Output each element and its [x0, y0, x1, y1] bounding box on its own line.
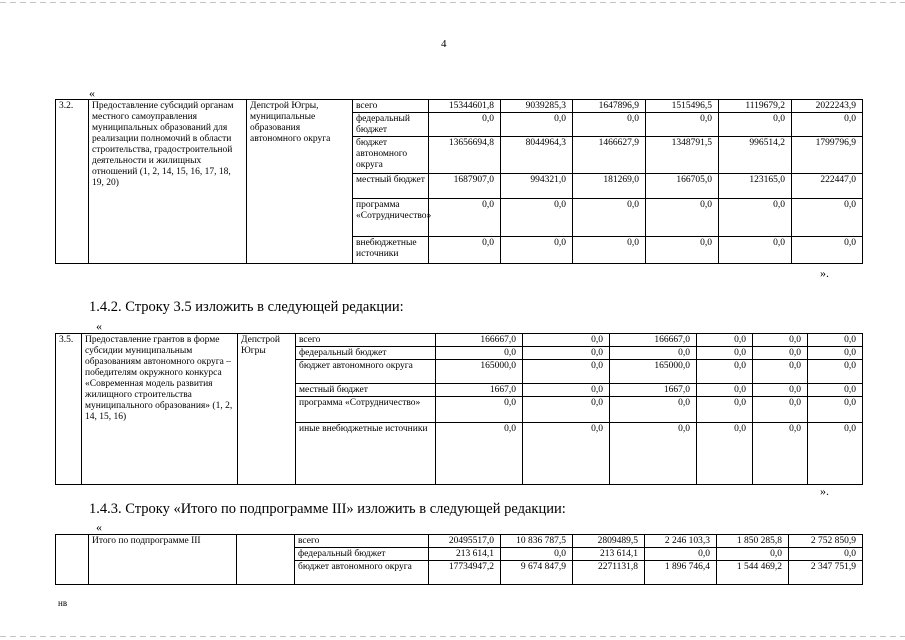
table-row — [56, 334, 863, 347]
funding-source-cell: всего — [296, 334, 436, 347]
row-number-cell: 3.2. — [56, 100, 89, 264]
value-cell: 0,0 — [429, 237, 501, 264]
value-cell: 1667,0 — [610, 384, 697, 397]
value-cell: 0,0 — [808, 423, 863, 485]
value-cell: 0,0 — [719, 199, 792, 237]
executor-cell: Депстрой Югры — [238, 334, 296, 485]
value-cell: 0,0 — [523, 423, 610, 485]
quote-open: « — [96, 520, 102, 534]
funding-source-cell: федеральный бюджет — [295, 548, 429, 561]
value-cell: 0,0 — [645, 548, 717, 561]
value-cell: 1687907,0 — [429, 174, 501, 199]
section-heading-1-4-2: 1.4.2. Строку 3.5 изложить в следующей редакции: — [89, 299, 404, 315]
value-cell: 181269,0 — [573, 174, 646, 199]
value-cell: 0,0 — [753, 384, 808, 397]
value-cell: 0,0 — [436, 397, 523, 423]
value-cell: 0,0 — [697, 360, 753, 384]
section-heading-1-4-3: 1.4.3. Строку «Итого по подпрограмме III» изложить в следующей редакции: — [89, 501, 566, 517]
funding-source-cell: иные внебюджетные источники — [296, 423, 436, 485]
value-cell: 0,0 — [523, 397, 610, 423]
value-cell: 0,0 — [523, 360, 610, 384]
value-cell: 1 544 469,2 — [717, 561, 789, 585]
value-cell: 2 347 751,9 — [789, 561, 863, 585]
table-row — [56, 100, 863, 113]
value-cell: 165000,0 — [436, 360, 523, 384]
value-cell: 0,0 — [573, 199, 646, 237]
value-cell: 1515496,5 — [646, 100, 719, 113]
value-cell: 222447,0 — [792, 174, 863, 199]
value-cell: 13656694,8 — [429, 137, 501, 174]
table-row-3-5 — [55, 333, 863, 485]
value-cell: 10 836 787,5 — [501, 535, 573, 548]
value-cell: 213 614,1 — [573, 548, 645, 561]
funding-source-cell: всего — [295, 535, 429, 548]
value-cell: 1 850 285,8 — [717, 535, 789, 548]
value-cell: 166705,0 — [646, 174, 719, 199]
value-cell: 1 896 746,4 — [645, 561, 717, 585]
value-cell: 0,0 — [429, 199, 501, 237]
value-cell: 996514,2 — [719, 137, 792, 174]
value-cell: 0,0 — [753, 423, 808, 485]
value-cell: 2809489,5 — [573, 535, 645, 548]
value-cell: 0,0 — [753, 397, 808, 423]
value-cell: 0,0 — [808, 360, 863, 384]
value-cell: 0,0 — [753, 347, 808, 360]
row-number-cell: 3.5. — [56, 334, 82, 485]
value-cell: 0,0 — [501, 199, 573, 237]
funding-source-cell: всего — [353, 100, 429, 113]
funding-source-cell: местный бюджет — [296, 384, 436, 397]
measure-name-cell: Предоставление грантов в форме субсидии муниципальным образованиям автономного округа – победителям окружного конкурса «Современная модель развития жилищного строительства муниципального образования» (1, 2, 14, 15, 16) — [82, 334, 238, 485]
table-row — [56, 535, 863, 548]
value-cell: 0,0 — [436, 423, 523, 485]
value-cell: 0,0 — [792, 199, 863, 237]
value-cell: 0,0 — [610, 347, 697, 360]
quote-open: « — [89, 86, 95, 100]
value-cell: 0,0 — [501, 237, 573, 264]
value-cell: 0,0 — [646, 113, 719, 137]
page-number: 4 — [441, 38, 447, 50]
value-cell: 17734947,2 — [429, 561, 501, 585]
value-cell: 165000,0 — [610, 360, 697, 384]
value-cell: 0,0 — [697, 384, 753, 397]
value-cell: 0,0 — [697, 397, 753, 423]
value-cell: 0,0 — [697, 347, 753, 360]
value-cell: 0,0 — [717, 548, 789, 561]
funding-source-cell: федеральный бюджет — [296, 347, 436, 360]
funding-source-cell: программа «Сотрудничество» — [296, 397, 436, 423]
value-cell: 0,0 — [808, 334, 863, 347]
value-cell: 166667,0 — [436, 334, 523, 347]
value-cell: 0,0 — [610, 423, 697, 485]
value-cell: 123165,0 — [719, 174, 792, 199]
value-cell: 1799796,9 — [792, 137, 863, 174]
row-number-cell — [56, 535, 89, 585]
funding-source-cell: федеральный бюджет — [353, 113, 429, 137]
funding-source-cell: бюджет автономного округа — [353, 137, 429, 174]
footer-mark: нв — [58, 598, 68, 608]
value-cell: 2 752 850,9 — [789, 535, 863, 548]
value-cell: 0,0 — [753, 360, 808, 384]
quote-close: ». — [820, 266, 829, 280]
funding-source-cell: внебюджетные источники — [353, 237, 429, 264]
value-cell: 9039285,3 — [501, 100, 573, 113]
value-cell: 0,0 — [792, 237, 863, 264]
value-cell: 15344601,8 — [429, 100, 501, 113]
table-row-3-2 — [55, 99, 863, 264]
value-cell: 8044964,3 — [501, 137, 573, 174]
value-cell: 0,0 — [719, 113, 792, 137]
executor-cell — [237, 535, 295, 585]
quote-open: « — [96, 319, 102, 333]
value-cell: 0,0 — [808, 384, 863, 397]
value-cell: 0,0 — [523, 334, 610, 347]
quote-close: ». — [820, 484, 829, 498]
value-cell: 0,0 — [719, 237, 792, 264]
value-cell: 2 246 103,3 — [645, 535, 717, 548]
table-total-subprogram-3 — [55, 534, 863, 585]
value-cell: 9 674 847,9 — [501, 561, 573, 585]
value-cell: 0,0 — [436, 347, 523, 360]
value-cell: 0,0 — [573, 237, 646, 264]
value-cell: 0,0 — [808, 347, 863, 360]
value-cell: 1466627,9 — [573, 137, 646, 174]
value-cell: 0,0 — [501, 113, 573, 137]
value-cell: 0,0 — [697, 423, 753, 485]
funding-source-cell: программа «Сотрудничество» — [353, 199, 429, 237]
value-cell: 1119679,2 — [719, 100, 792, 113]
value-cell: 994321,0 — [501, 174, 573, 199]
value-cell: 0,0 — [610, 397, 697, 423]
funding-source-cell: бюджет автономного округа — [295, 561, 429, 585]
funding-source-cell: местный бюджет — [353, 174, 429, 199]
value-cell: 0,0 — [429, 113, 501, 137]
value-cell: 2271131,8 — [573, 561, 645, 585]
value-cell: 2022243,9 — [792, 100, 863, 113]
value-cell: 166667,0 — [610, 334, 697, 347]
value-cell: 20495517,0 — [429, 535, 501, 548]
value-cell: 0,0 — [792, 113, 863, 137]
value-cell: 0,0 — [501, 548, 573, 561]
value-cell: 0,0 — [808, 397, 863, 423]
funding-source-cell: бюджет автономного округа — [296, 360, 436, 384]
value-cell: 1647896,9 — [573, 100, 646, 113]
measure-name-cell: Итого по подпрограмме III — [89, 535, 237, 585]
value-cell: 0,0 — [697, 334, 753, 347]
executor-cell: Депстрой Югры, муниципальные образования автономного округа — [247, 100, 353, 264]
value-cell: 0,0 — [523, 384, 610, 397]
value-cell: 0,0 — [789, 548, 863, 561]
measure-name-cell: Предоставление субсидий органам местного самоуправления муниципальных образований для реализации полномочий в области строительства, градостроительной деятельности и жилищных отношений (1, 2, 14, 15, 16, 17, 18, 19, 20) — [89, 100, 247, 264]
value-cell: 1667,0 — [436, 384, 523, 397]
value-cell: 0,0 — [753, 334, 808, 347]
value-cell: 0,0 — [573, 113, 646, 137]
value-cell: 213 614,1 — [429, 548, 501, 561]
value-cell: 0,0 — [646, 199, 719, 237]
value-cell: 1348791,5 — [646, 137, 719, 174]
value-cell: 0,0 — [646, 237, 719, 264]
value-cell: 0,0 — [523, 347, 610, 360]
